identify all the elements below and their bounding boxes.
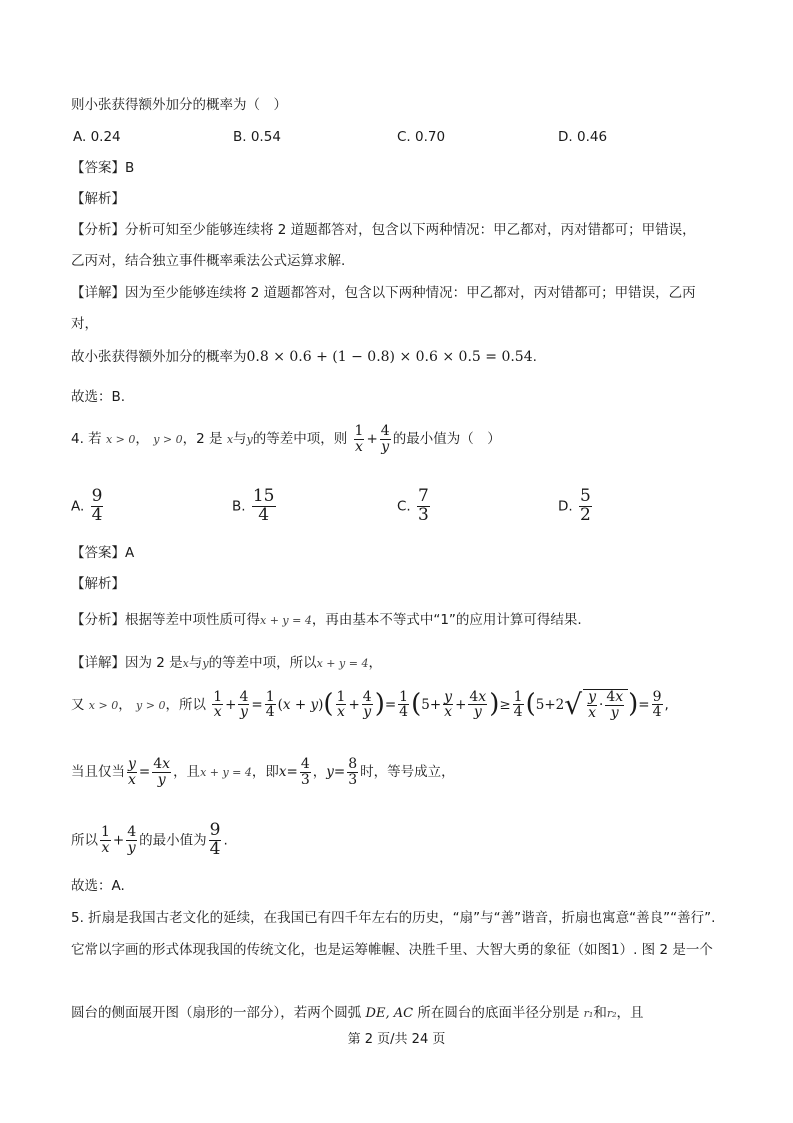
- q4-cond-x: x > 0: [105, 433, 136, 447]
- q4-analysis-tag: 【解析】: [71, 576, 125, 592]
- q5-line3: 圆台的侧面展开图（扇形的一部分），若两个圆弧 DE, AC 所在圆台的底面半径分别是 r₁和r₂，且: [71, 1005, 644, 1021]
- q4-xiangjie-formula: x + y = 4: [316, 657, 369, 670]
- q4-stem-suffix2: 的最小值为（ ）: [392, 431, 501, 448]
- q4-stem-prefix: 4. 若: [71, 431, 102, 448]
- q3-option-a: A. 0.24: [73, 129, 121, 145]
- q4-stem-suffix1: 的等差中项，则: [252, 431, 348, 448]
- q5-line2: 它常以字画的形式体现我国的传统文化，也是运筹帷幄、决胜千里、大智大勇的象征（如图1）. 图 2 是一个: [71, 942, 713, 958]
- q3-fenxi-line1: 【分析】分析可知至少能够连续将 2 道题都答对，包含以下两种情况：甲乙都对，丙对错都可；甲错误，: [71, 222, 696, 238]
- q4-minimum-line: 所以 $\frac{1}{x}$ + $\frac{4}{y}$ 的最小值为 $\frac{9}{4}$ .: [71, 820, 228, 859]
- q4-fenxi-formula: x + y = 4: [260, 614, 312, 627]
- q4-cond-y: y > 0: [153, 433, 183, 447]
- q3-answer: 【答案】B: [71, 160, 135, 176]
- q4-inequality-line: 又 x > 0， y > 0，所以 $\frac{1}{x}$ + $\frac{4}{y}$ = $\frac{1}{4}$ (x + y)( $\frac{1}{x}$ + $\frac{4}{y}$ )= $\frac{1}{4}$ (5+ $\frac{y}{x}$ + $\frac{4x}{y}$ )≥ $\frac{1}{4}$ (5+2√ $\frac{y}{x}$ · $\frac{4x}{y}$ )= $\frac{9}{4}$ ,: [71, 688, 669, 721]
- q4-and: 与: [233, 431, 247, 448]
- q3-xiangjie-line1: 【详解】因为至少能够连续将 2 道题都答对，包含以下两种情况：甲乙都对，丙对错都可；甲错误，乙丙: [71, 285, 696, 301]
- q3-conclusion: 故选：B.: [71, 389, 126, 405]
- q4-stem-mid: ，2 是: [182, 431, 223, 448]
- q4-var-y: y: [246, 433, 253, 447]
- q4-option-c: C. $\frac{7}{3}$: [397, 486, 429, 525]
- q3-stem: 则小张获得额外加分的概率为（ ）: [71, 97, 287, 113]
- q3-option-c: C. 0.70: [397, 129, 446, 145]
- q3-probability-text: 故小张获得额外加分的概率为: [71, 349, 247, 365]
- q4-option-a: A. $\frac{9}{4}$: [71, 486, 103, 525]
- q4-conclusion: 故选：A.: [71, 878, 125, 894]
- q4-expr-frac2: $\frac{4}{y}$: [380, 423, 390, 455]
- q5-line1: 5. 折扇是我国古老文化的延续，在我国已有四千年左右的历史，“扇”与“善”谐音，折扇也寓意“善良”“善行”.: [71, 910, 716, 926]
- q4-equality-condition: 当且仅当 $\frac{y}{x}$ = $\frac{4x}{y}$ ，且x + y = 4，即x= $\frac{4}{3}$ ，y= $\frac{8}{3}$ 时，等号成立，: [71, 756, 455, 788]
- q4-fenxi: 【分析】根据等差中项性质可得x + y = 4，再由基本不等式中“1”的应用计算可得结果.: [71, 612, 582, 628]
- q3-option-b: B. 0.54: [233, 129, 281, 145]
- q3-fenxi-line2: 乙丙对，结合独立事件概率乘法公式运算求解.: [71, 253, 346, 269]
- q5-r2: r₂: [606, 1007, 617, 1020]
- page-footer: 第 2 页/共 24 页: [347, 1032, 446, 1047]
- q3-analysis-tag: 【解析】: [71, 191, 125, 207]
- q3-option-d: D. 0.46: [558, 129, 608, 145]
- q3-probability-line: 故小张获得额外加分的概率为0.8 × 0.6 + (1 − 0.8) × 0.6 × 0.5 = 0.54.: [71, 349, 537, 365]
- q5-arcs: DE, AC: [365, 1006, 414, 1021]
- q4-option-d: D. $\frac{5}{2}$: [558, 486, 591, 525]
- q5-r1: r₁: [583, 1007, 594, 1020]
- q3-probability-formula: 0.8 × 0.6 + (1 − 0.8) × 0.6 × 0.5 = 0.54: [246, 349, 533, 365]
- q4-xiangjie: 【详解】因为 2 是x与y的等差中项，所以x + y = 4，: [71, 655, 382, 671]
- q4-answer: 【答案】A: [71, 545, 135, 561]
- q4-option-b: B. $\frac{15}{4}$: [232, 486, 275, 525]
- q4-var-x: x: [226, 433, 234, 447]
- q4-expr-frac1: $\frac{1}{x}$: [354, 423, 364, 455]
- q3-xiangjie-line2: 对，: [71, 316, 98, 332]
- q4-stem: 4. 若 x > 0， y > 0，2 是 x与y的等差中项，则 $\frac{1}{x}$ + $\frac{4}{y}$ 的最小值为（ ）: [71, 423, 501, 455]
